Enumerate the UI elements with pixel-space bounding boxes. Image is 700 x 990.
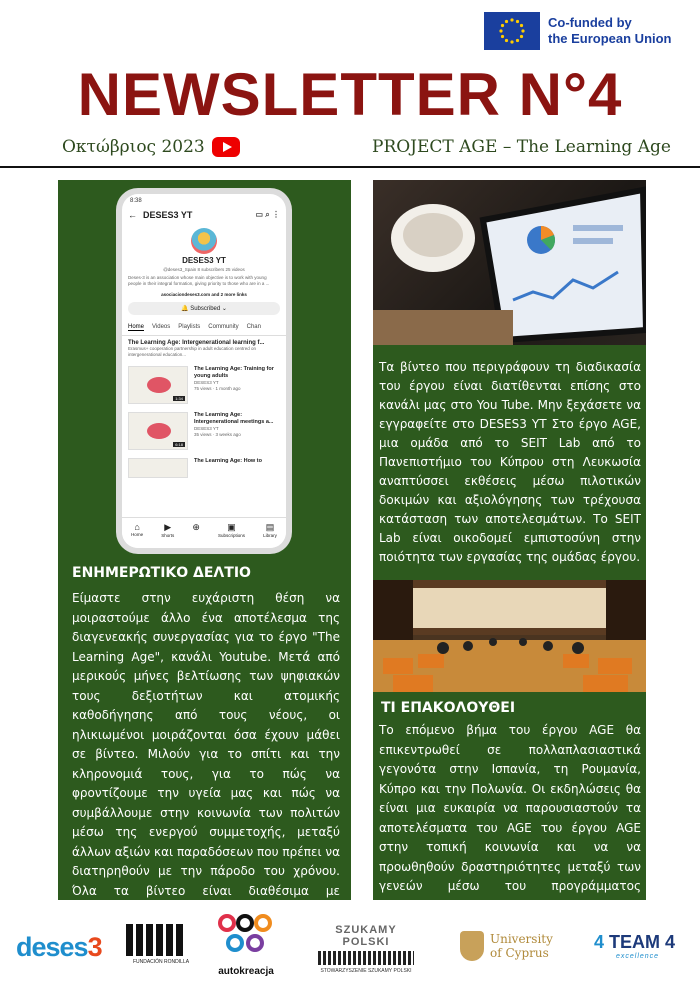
uoc-line2: of Cyprus	[490, 946, 549, 960]
header-divider	[0, 166, 700, 168]
video-title: The Learning Age: Training for young adults	[194, 366, 274, 379]
library-icon: ▤	[265, 522, 275, 532]
channel-name: DESES3 YT	[182, 256, 226, 265]
channel-header	[122, 204, 286, 220]
back-arrow-icon[interactable]: ←	[128, 210, 137, 220]
nav-home[interactable]: ⌂ Home	[131, 522, 144, 537]
subscriptions-icon: ▣	[227, 522, 236, 532]
lecture-hall-photo	[373, 580, 646, 692]
video-meta: 75 views · 1 month ago	[194, 386, 241, 391]
eu-badge-line1: Co-funded by	[548, 15, 632, 30]
szukamy-polski-logo	[312, 924, 420, 974]
autokreacja-caption: autokreacja	[218, 966, 274, 977]
plus-icon: ⊕	[192, 522, 200, 532]
video-thumbnail	[128, 458, 188, 478]
video-thumbnail	[128, 412, 188, 450]
university-of-cyprus-logo	[460, 928, 564, 964]
nav-shorts[interactable]: ▶ Shorts	[161, 522, 175, 538]
team4-excellence-logo: 4 TEAM 4 excellence	[594, 932, 684, 960]
fundacion-caption: FUNDACIÓN RONDILLA	[132, 959, 190, 965]
video-thumbnail	[128, 366, 188, 404]
cast-icon[interactable]: ▭	[255, 210, 264, 219]
phone-screenshot	[116, 188, 292, 554]
tab-community[interactable]: Community	[208, 324, 239, 330]
channel-header-title: DESES3 YT	[143, 210, 193, 220]
subscribed-button[interactable]	[128, 302, 280, 315]
tab-home[interactable]: Home	[128, 324, 145, 330]
channel-meta: @deses3_Spain 8 subscribers 25 videos	[163, 267, 245, 272]
project-name: PROJECT AGE – The Learning Age	[372, 137, 671, 157]
uoc-crest-icon	[460, 931, 484, 961]
video-channel: DESES3 YT	[194, 426, 219, 431]
video-duration: 1:34	[175, 396, 183, 401]
video-item[interactable]	[122, 454, 286, 482]
partner-logos	[0, 910, 700, 985]
home-icon: ⌂	[134, 522, 140, 532]
status-time: 8:38	[130, 198, 142, 204]
shorts-icon: ▶	[164, 522, 172, 532]
video-item[interactable]	[122, 362, 286, 408]
szukamy-title: SZUKAMY POLSKI	[335, 924, 397, 948]
newsletter-body-text: Είμαστε στην ευχάριστη θέση να μοιραστούμε άλλο ένα αποτέλεσμα της διαγενεακής συνεργασίας για το έργο "The Learning Age", κανάλι Youtube. Μετά από μερικούς μήνες βελτίωσης των ψηφιακών τους δεξιοτήτων και ατομικής καθοδήγησης από τους νέους, οι ηλικιωμένοι μοιράζονται όσα έχουν μάθει σε βίντεο. Μιλούν για το σπίτι και την κληρονομιά τους, για το πώς να φροντίζουμε την υγεία μας και πώς να συμβάλλουμε στην κοινωνία των πολιτών μέσω της ενεργού συμμετοχής, μεταξύ άλλων αξιών και παραδόσεων που πρέπει να διατηρηθούν με την πάροδο του χρόνου. Όλα τα βίντεο είναι διαθέσιμα με υπότιτλους σε διάφορες γλώσσες.	[72, 591, 340, 917]
nav-create[interactable]	[192, 522, 200, 538]
video-item[interactable]	[122, 408, 286, 454]
channel-avatar	[191, 228, 217, 254]
tab-playlists[interactable]: Playlists	[178, 324, 201, 330]
tab-channels[interactable]: Chan	[246, 324, 261, 330]
next-steps-text: Το επόμενο βήμα του έργου AGE θα επικεντρωθεί σε πολλαπλασιαστικά γεγονότα στην Ισπανία, τη Ρουμανία, Κύπρο και την Πολωνία. Οι εκδηλώσεις θα είναι μια ευκαιρία να παρουσιαστούν τα αποτελέσματα του AGE του έργου AGE στην τοπική κοινωνία και να να προωθηθούν δραστηριότητες μεταξύ των γενεών μέσω του προγράμματος Erasmus+.	[379, 723, 641, 913]
left-column	[58, 180, 351, 917]
szukamy-caption: STOWARZYSZENIE SZUKAMY POLSKI	[320, 968, 412, 974]
fundacion-rondilla-logo	[126, 924, 196, 965]
bottom-navigation	[122, 517, 286, 548]
nav-subscriptions[interactable]: ▣ Subscriptions	[218, 522, 246, 538]
bell-icon: 🔔	[181, 306, 189, 312]
subscribed-label: Subscribed	[190, 306, 221, 312]
video-meta: 35 views · 3 weeks ago	[194, 432, 241, 437]
newsletter-title: NEWSLETTER N°4	[77, 61, 623, 128]
laptop-analytics-photo	[373, 180, 646, 345]
channel-tabs	[122, 320, 286, 336]
deses3-logo: deses3	[16, 932, 102, 962]
section-heading-newsletter: ΕΝΗΜΕΡΩΤΙΚΟ ΔΕΛΤΙΟ	[72, 565, 251, 581]
video-title: The Learning Age: Intergenerational meetings a...	[194, 412, 274, 425]
search-icon[interactable]: ⌕	[265, 210, 270, 219]
uoc-line1: University	[490, 932, 553, 946]
youtube-channel-screen	[122, 194, 286, 548]
nav-library[interactable]: ▤ Library	[263, 522, 277, 538]
eu-cofunded-badge	[484, 12, 672, 50]
team4-caption: excellence	[616, 953, 660, 960]
newsletter-date: Οκτώβριος 2023	[62, 137, 205, 157]
right-column	[373, 180, 646, 913]
header-actions	[255, 210, 280, 220]
section-heading-next-steps: ΤΙ ΕΠΑΚΟΛΟΥΘΕΙ	[381, 700, 516, 716]
featured-desc: Erasmus+ cooperation partnership in adult education centred on intergenerational education...	[128, 346, 256, 357]
video-channel: DESES3 YT	[194, 380, 219, 385]
featured-video[interactable]	[122, 336, 286, 362]
eu-flag-icon	[484, 12, 540, 50]
video-title: The Learning Age: How to	[194, 458, 262, 464]
eu-badge-line2: the European Union	[548, 31, 672, 46]
channel-links[interactable]: asociaciondeses3.com and 2 more links	[161, 292, 247, 297]
channel-description: Deses-3 is an association whose main objective is to work with young people in their integral formation, giving priority to those who are in a ...	[128, 275, 270, 286]
featured-title: The Learning Age: Intergenerational learning f...	[128, 340, 265, 346]
youtube-info-text: Τα βίντεο που περιγράφουν τη διαδικασία του έργου είναι διατίθενται επίσης στο κανάλι μας στο You Tube. Μην ξεχάσετε να εγγραφείτε στο DESES3 YT Στο έργο AGE, μια ομάδα από το SEIT Lab από το Πανεπιστήμιο του Κύπρου στη Λευκωσία αναπτύσσει εκθέσεις μέσω πιλοτικών δοκιμών και αξιολόγησης των τρέχουσα κατάσταση των αποτελεσμάτων. Το SEIT Lab είναι οικοδομεί εμπιστοσύνη στην ποιότητα των εργασίας της ομάδας έργου.	[379, 360, 641, 564]
video-duration: 6:18	[175, 442, 183, 447]
autokreacja-logo	[216, 910, 276, 977]
more-icon[interactable]: ⋮	[272, 210, 280, 219]
chevron-down-icon: ⌄	[221, 306, 227, 312]
tab-videos[interactable]: Videos	[152, 324, 171, 330]
youtube-icon[interactable]	[212, 137, 240, 157]
